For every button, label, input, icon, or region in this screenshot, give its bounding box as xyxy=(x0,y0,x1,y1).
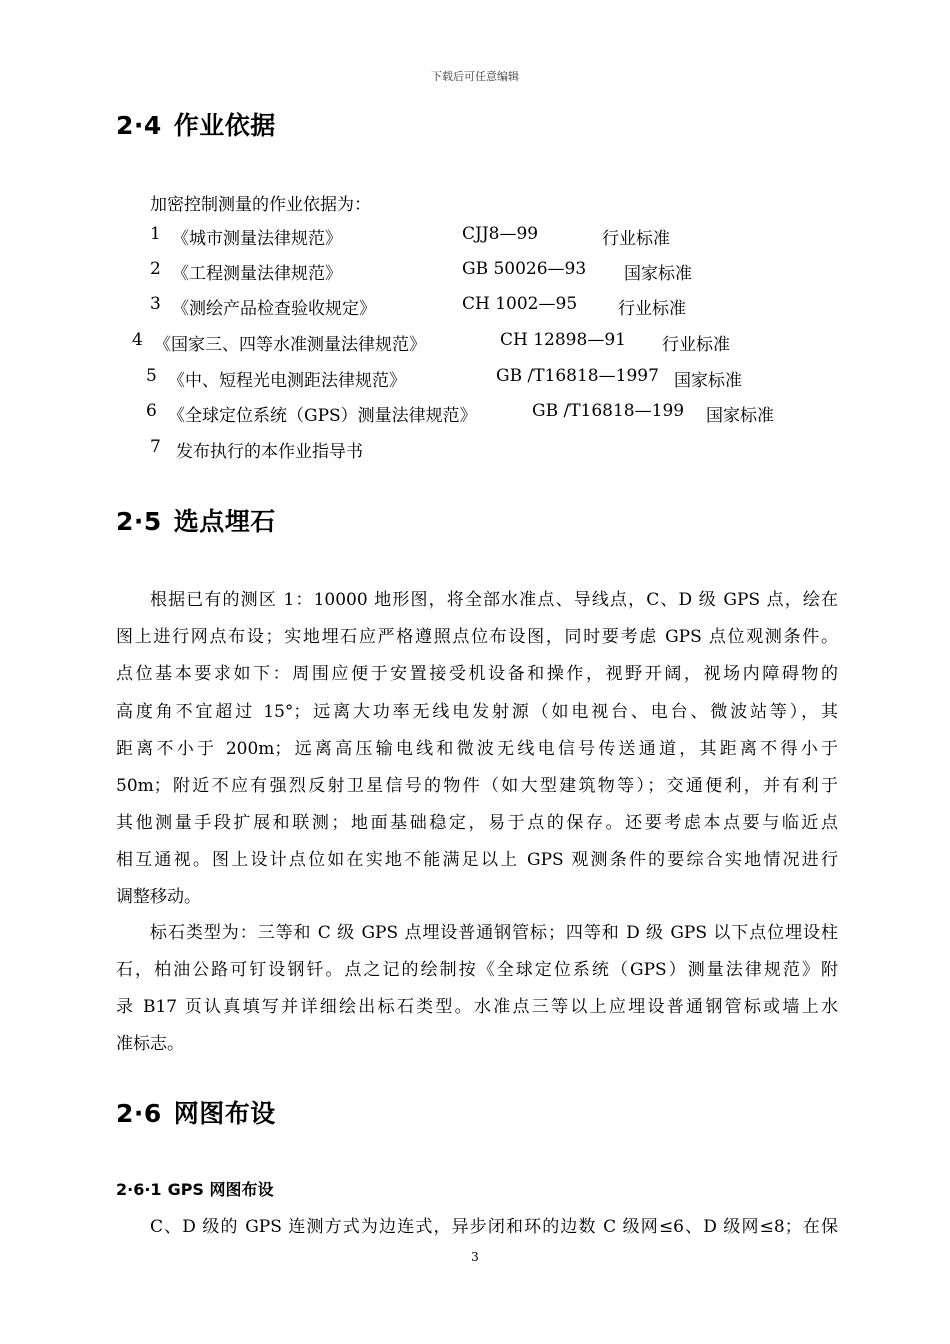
reference-name: 《测绘产品检查验收规定》 xyxy=(172,299,376,319)
paragraph-line: 根据已有的测区 1：10000 地形图，将全部水准点、导线点，C、D 级 GPS 点，绘在 xyxy=(150,590,838,610)
section-title: 选点埋石 xyxy=(173,507,276,536)
paragraph-line: 点位基本要求如下：周围应便于安置接受机设备和操作，视野开阔，视场内障碍物的 xyxy=(116,664,838,684)
paragraph-line: 相互通视。图上设计点位如在实地不能满足以上 GPS 观测条件的要综合实地情况进行 xyxy=(116,850,838,870)
section-number: 2·5 xyxy=(116,507,162,536)
page-header: 下载后可任意编辑 xyxy=(431,70,519,83)
reference-code: GB /T16818—1997 xyxy=(496,366,659,386)
reference-number: 3 xyxy=(150,294,161,314)
paragraph-line: 高度角不宜超过 15°；远离大功率无线电发射源（如电视台、电台、微波站等），其 xyxy=(116,702,838,722)
paragraph-line: 距离不小于 200m；远离高压输电线和微波无线电信号传送通道，其距离不得小于 xyxy=(116,739,838,759)
paragraph-line: 标石类型为：三等和 C 级 GPS 点埋设普通钢管标；四等和 D 级 GPS 以下点位埋设柱 xyxy=(150,923,838,943)
paragraph-line: 调整移动。 xyxy=(116,887,201,907)
reference-number: 7 xyxy=(150,437,161,457)
reference-level: 行业标准 xyxy=(618,299,686,319)
reference-name: 发布执行的本作业指导书 xyxy=(176,442,363,462)
reference-name: 《城市测量法律规范》 xyxy=(172,229,342,249)
reference-level: 行业标准 xyxy=(662,335,730,355)
section-heading-2-6 xyxy=(116,1094,276,1130)
reference-name: 《国家三、四等水准测量法律规范》 xyxy=(154,335,426,355)
reference-name: 《全球定位系统（GPS）测量法律规范》 xyxy=(168,406,477,426)
reference-number: 6 xyxy=(146,401,157,421)
subsection-heading-2-6-1 xyxy=(116,1177,274,1200)
reference-number: 4 xyxy=(132,330,143,350)
reference-level: 国家标准 xyxy=(674,371,742,391)
reference-level: 国家标准 xyxy=(706,406,774,426)
section-heading-2-5 xyxy=(116,502,276,538)
subsection-number: 2·6·1 xyxy=(116,1180,162,1199)
page-number: 3 xyxy=(471,1250,479,1264)
section-number: 2·6 xyxy=(116,1099,162,1128)
paragraph-line: 录 B17 页认真填写并详细绘出标石类型。水准点三等以上应埋设普通钢管标或墙上水 xyxy=(116,997,838,1017)
section-title: 网图布设 xyxy=(173,1099,276,1128)
paragraph-line: 图上进行网点布设；实地埋石应严格遵照点位布设图，同时要考虑 GPS 点位观测条件。 xyxy=(116,627,838,647)
reference-number: 2 xyxy=(150,259,161,279)
reference-name: 《中、短程光电测距法律规范》 xyxy=(168,371,406,391)
reference-level: 国家标准 xyxy=(624,264,692,284)
reference-code: CJJ8—99 xyxy=(462,224,539,244)
paragraph-line: C、D 级的 GPS 连测方式为边连式，异步闭和环的边数 C 级网≤6、D 级网≤8；在保 xyxy=(150,1217,838,1237)
reference-code: CH 12898—91 xyxy=(500,330,626,350)
paragraph-line: 50m；附近不应有强烈反射卫星信号的物件（如大型建筑物等）；交通便利，并有利于 xyxy=(116,776,838,796)
reference-code: GB /T16818—199 xyxy=(532,401,685,421)
reference-level: 行业标准 xyxy=(602,229,670,249)
reference-code: GB 50026—93 xyxy=(462,259,587,279)
reference-number: 1 xyxy=(150,224,161,244)
section-intro: 加密控制测量的作业依据为： xyxy=(150,195,371,215)
section-title: 作业依据 xyxy=(173,111,276,140)
section-number: 2·4 xyxy=(116,111,162,140)
paragraph-line: 石，柏油公路可钉设钢钎。点之记的绘制按《全球定位系统（GPS）测量法律规范》附 xyxy=(116,960,838,980)
reference-number: 5 xyxy=(146,366,157,386)
reference-code: CH 1002—95 xyxy=(462,294,578,314)
paragraph-line: 准标志。 xyxy=(116,1034,184,1054)
section-heading-2-4 xyxy=(116,106,276,142)
paragraph-line: 其他测量手段扩展和联测；地面基础稳定，易于点的保存。还要考虑本点要与临近点 xyxy=(116,813,838,833)
subsection-title: GPS 网图布设 xyxy=(167,1180,274,1199)
reference-name: 《工程测量法律规范》 xyxy=(172,264,342,284)
